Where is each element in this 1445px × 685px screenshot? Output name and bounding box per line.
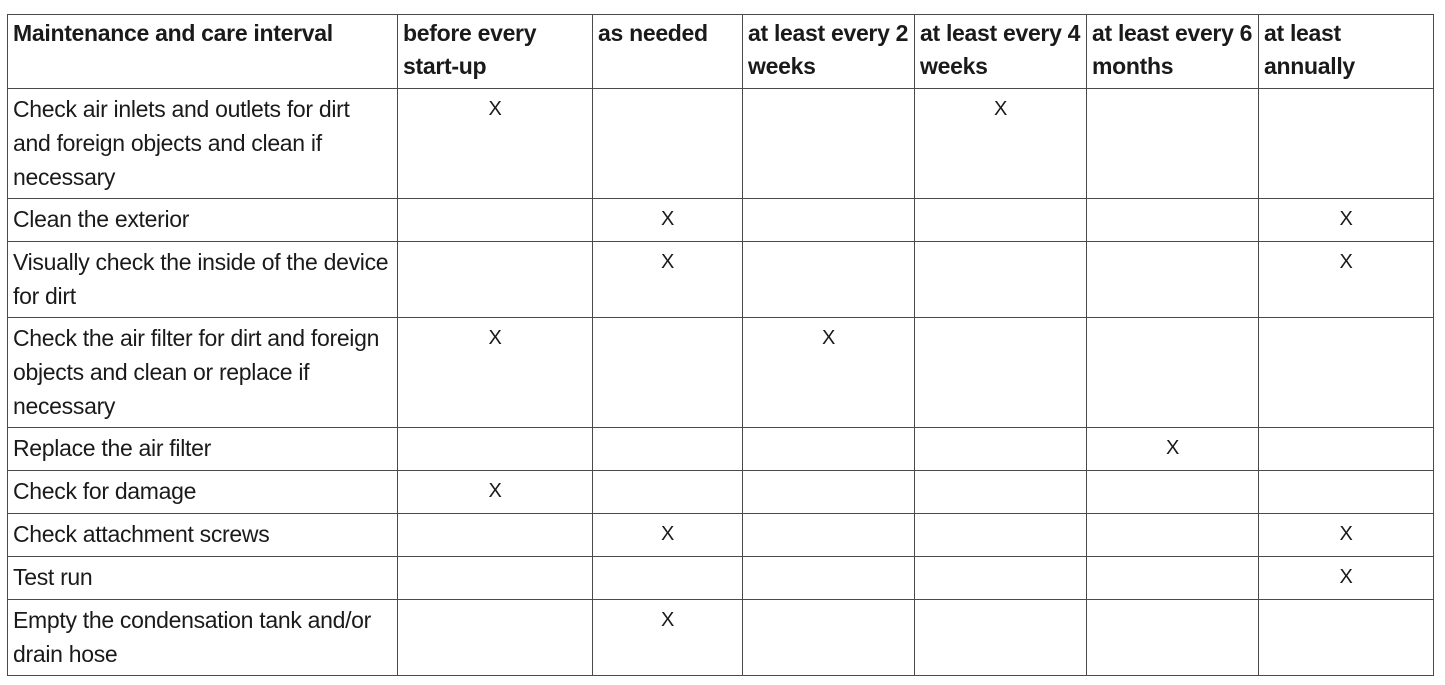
- mark-cell: [398, 514, 593, 557]
- mark-cell: [398, 242, 593, 318]
- task-cell: Empty the condensation tank and/or drain hose: [8, 600, 398, 676]
- task-cell: Check attachment screws: [8, 514, 398, 557]
- mark-cell: [1087, 557, 1259, 600]
- header-every-2-weeks: at least every 2 weeks: [743, 15, 915, 89]
- task-cell: Clean the exterior: [8, 199, 398, 242]
- mark-cell: [915, 318, 1087, 428]
- mark-cell: [743, 89, 915, 199]
- mark-cell: [1087, 89, 1259, 199]
- table-row: [8, 471, 1434, 514]
- task-cell: Test run: [8, 557, 398, 600]
- mark-cell: X: [593, 199, 743, 242]
- mark-cell: [1087, 514, 1259, 557]
- task-cell: Check air inlets and outlets for dirt and foreign objects and clean if necessary: [8, 89, 398, 199]
- mark-cell: [398, 199, 593, 242]
- mark-cell: [915, 428, 1087, 471]
- mark-cell: [593, 428, 743, 471]
- table-row: [8, 557, 1434, 600]
- mark-cell: [915, 471, 1087, 514]
- task-cell: Replace the air filter: [8, 428, 398, 471]
- mark-cell: [1087, 199, 1259, 242]
- mark-cell: [398, 600, 593, 676]
- mark-cell: X: [593, 242, 743, 318]
- header-task: Maintenance and care interval: [8, 15, 398, 89]
- mark-cell: X: [593, 600, 743, 676]
- mark-cell: [743, 514, 915, 557]
- mark-cell: X: [1259, 242, 1434, 318]
- mark-cell: [915, 242, 1087, 318]
- table-row: [8, 318, 1434, 428]
- mark-cell: [1087, 471, 1259, 514]
- mark-cell: [743, 471, 915, 514]
- table-row: [8, 89, 1434, 199]
- table-row: [8, 514, 1434, 557]
- mark-cell: [593, 89, 743, 199]
- mark-cell: [593, 557, 743, 600]
- mark-cell: [743, 557, 915, 600]
- mark-cell: [593, 471, 743, 514]
- mark-cell: [398, 428, 593, 471]
- mark-cell: X: [743, 318, 915, 428]
- mark-cell: [743, 199, 915, 242]
- table-row: [8, 428, 1434, 471]
- mark-cell: [743, 242, 915, 318]
- mark-cell: X: [1259, 557, 1434, 600]
- mark-cell: X: [398, 89, 593, 199]
- header-every-6-months: at least every 6 months: [1087, 15, 1259, 89]
- mark-cell: [1259, 428, 1434, 471]
- header-row: [8, 15, 1434, 89]
- mark-cell: X: [1259, 514, 1434, 557]
- mark-cell: [915, 557, 1087, 600]
- mark-cell: X: [398, 471, 593, 514]
- mark-cell: [915, 600, 1087, 676]
- mark-cell: X: [398, 318, 593, 428]
- mark-cell: [1259, 89, 1434, 199]
- mark-cell: X: [1087, 428, 1259, 471]
- mark-cell: [398, 557, 593, 600]
- mark-cell: [1259, 471, 1434, 514]
- mark-cell: [1087, 242, 1259, 318]
- mark-cell: [593, 318, 743, 428]
- mark-cell: [743, 428, 915, 471]
- mark-cell: [743, 600, 915, 676]
- maintenance-interval-table: [7, 14, 1434, 676]
- header-annually: at least annually: [1259, 15, 1434, 89]
- task-cell: Check for damage: [8, 471, 398, 514]
- mark-cell: [1087, 600, 1259, 676]
- header-as-needed: as needed: [593, 15, 743, 89]
- table-row: [8, 199, 1434, 242]
- mark-cell: X: [915, 89, 1087, 199]
- mark-cell: X: [593, 514, 743, 557]
- header-before-start-up: before every start-up: [398, 15, 593, 89]
- mark-cell: [1259, 318, 1434, 428]
- table-row: [8, 242, 1434, 318]
- mark-cell: [1087, 318, 1259, 428]
- mark-cell: [915, 199, 1087, 242]
- maintenance-table-container: [7, 14, 1434, 676]
- header-every-4-weeks: at least every 4 weeks: [915, 15, 1087, 89]
- task-cell: Check the air filter for dirt and foreign objects and clean or replace if necessary: [8, 318, 398, 428]
- mark-cell: [915, 514, 1087, 557]
- mark-cell: [1259, 600, 1434, 676]
- mark-cell: X: [1259, 199, 1434, 242]
- task-cell: Visually check the inside of the device for dirt: [8, 242, 398, 318]
- table-row: [8, 600, 1434, 676]
